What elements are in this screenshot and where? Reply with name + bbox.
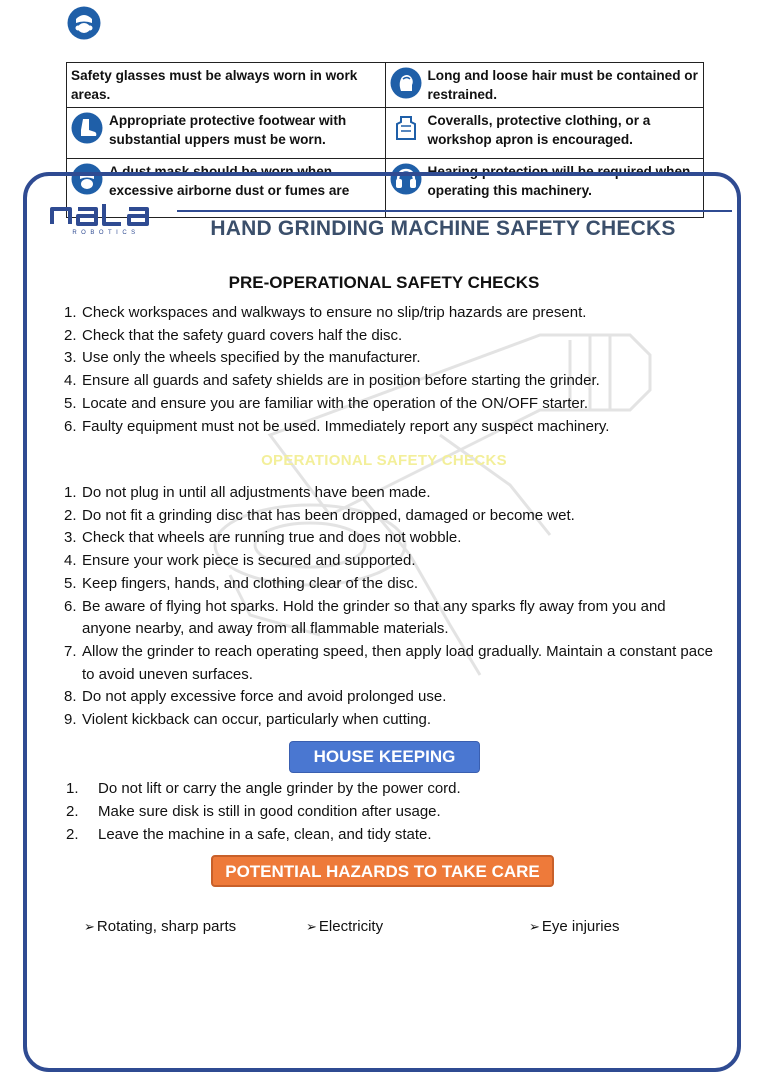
item-text: Check that the safety guard covers half the disc. — [82, 326, 403, 344]
arrow-bullet-icon: ➢ — [306, 919, 317, 934]
item-number: 9. — [64, 711, 77, 729]
hazard-item — [84, 918, 236, 935]
item-text: Do not plug in until all adjustments have been made. — [82, 484, 431, 501]
item-number: 1. — [64, 484, 77, 501]
item-number: 6. — [64, 417, 77, 435]
item-text: Leave the machine in a safe, clean, and tidy state. — [98, 826, 432, 843]
ppe-cell-hair — [385, 63, 704, 108]
item-text: Check that wheels are running true and does not wobble. — [82, 529, 462, 547]
header-rule — [177, 210, 732, 212]
item-number: 4. — [64, 552, 77, 570]
item-number: 6. — [64, 597, 77, 615]
item-text: Ensure all guards and safety shields are in position before starting the grinder. — [82, 372, 600, 390]
ppe-text: A dust mask should be worn when excessive airborne dust or fumes are — [109, 164, 350, 198]
item-number: 5. — [64, 574, 77, 592]
item-number: 7. — [64, 642, 77, 660]
list-item — [64, 482, 714, 505]
hazard-text: Electricity — [318, 918, 384, 935]
page-title-text: HAND GRINDING MACHINE SAFETY CHECKS — [210, 217, 676, 240]
pre-op-title: PRE-OPERATIONAL SAFETY CHECKS — [228, 273, 540, 292]
list-item — [64, 573, 714, 596]
op-title: OPERATIONAL SAFETY CHECKS — [261, 452, 507, 469]
item-number: 2. — [64, 506, 77, 524]
item-text: Do not lift or carry the angle grinder by the power cord. — [98, 780, 461, 797]
ppe-cell-footwear — [67, 108, 386, 159]
ppe-text: Appropriate protective footwear with substantial uppers must be worn. — [109, 113, 347, 147]
item-number: 3. — [64, 349, 77, 367]
housekeeping-title: HOUSE KEEPING — [289, 741, 480, 773]
table-row — [67, 108, 704, 159]
apron-icon — [390, 112, 422, 144]
list-item — [64, 505, 714, 528]
item-text: Ensure your work piece is secured and supported. — [82, 552, 416, 570]
list-item — [66, 800, 461, 823]
housekeeping-list — [66, 777, 461, 846]
list-item — [66, 777, 461, 800]
respirator-icon — [67, 6, 101, 40]
hair-restraint-icon — [390, 67, 422, 99]
list-item — [64, 686, 714, 709]
safety-boot-icon — [71, 112, 103, 144]
list-item — [64, 416, 714, 439]
item-number: 8. — [64, 688, 77, 706]
item-text: Check workspaces and walkways to ensure no slip/trip hazards are present. — [82, 304, 587, 321]
item-text: Keep fingers, hands, and clothing clear of the disc. — [82, 574, 419, 592]
item-text: Use only the wheels specified by the manufacturer. — [82, 349, 421, 367]
item-text: Locate and ensure you are familiar with the operation of the ON/OFF starter. — [82, 394, 589, 412]
hazard-text: Rotating, sharp parts — [96, 918, 237, 935]
list-item — [64, 393, 714, 416]
op-list — [64, 482, 714, 732]
item-text: Do not fit a grinding disc that has been dropped, damaged or become wet. — [82, 506, 575, 524]
ppe-cell-clothing — [385, 108, 704, 159]
pre-op-list — [64, 302, 714, 438]
ppe-text: Long and loose hair must be contained or restrained. — [427, 68, 698, 102]
ppe-cell-hearing — [385, 159, 704, 218]
item-text: Violent kickback can occur, particularly when cutting. — [82, 711, 432, 729]
ppe-cell-safety-glasses — [67, 63, 386, 108]
ear-protection-icon — [390, 163, 422, 195]
dust-mask-icon — [71, 163, 103, 195]
item-text: Make sure disk is still in good condition after usage. — [98, 803, 441, 820]
ppe-requirements-table — [66, 62, 704, 218]
hazard-item — [306, 918, 383, 935]
list-item — [64, 527, 714, 550]
logo-tagline: ROBOTICS — [72, 230, 140, 236]
item-number: 2. — [66, 803, 79, 820]
ppe-text: Hearing protection will be required when operating this machinery. — [427, 164, 691, 198]
ppe-text: Safety glasses must be always worn in work areas. — [71, 68, 358, 102]
list-item — [66, 823, 461, 846]
list-item — [64, 709, 714, 732]
item-number: 4. — [64, 372, 77, 390]
item-number: 1. — [66, 780, 79, 797]
hazard-text: Eye injuries — [541, 918, 620, 935]
item-number: 2. — [66, 826, 79, 843]
item-text: Allow the grinder to reach operating speed, then apply load gradually. Maintain a constant pace to avoid uneven surfaces. — [82, 642, 713, 683]
arrow-bullet-icon: ➢ — [529, 919, 540, 934]
arrow-bullet-icon: ➢ — [84, 919, 95, 934]
list-item — [64, 325, 714, 348]
item-text: Do not apply excessive force and avoid prolonged use. — [82, 688, 447, 706]
list-item — [64, 370, 714, 393]
page-title — [0, 217, 768, 241]
hazard-item — [529, 918, 619, 935]
list-item — [64, 596, 714, 641]
item-number: 5. — [64, 394, 77, 412]
table-row — [67, 63, 704, 108]
list-item — [64, 302, 714, 325]
list-item — [64, 550, 714, 573]
item-number: 2. — [64, 326, 77, 344]
hazards-title: POTENTIAL HAZARDS TO TAKE CARE — [211, 855, 554, 887]
item-number: 3. — [64, 529, 77, 547]
item-number: 1. — [64, 304, 77, 321]
item-text: Faulty equipment must not be used. Immediately report any suspect machinery. — [82, 417, 610, 435]
list-item — [64, 347, 714, 370]
item-text: Be aware of flying hot sparks. Hold the grinder so that any sparks fly away from you and anyone nearby, and away from all flammable materials. — [82, 597, 666, 638]
ppe-text: Coveralls, protective clothing, or a workshop apron is encouraged. — [427, 113, 651, 147]
list-item — [64, 641, 714, 686]
